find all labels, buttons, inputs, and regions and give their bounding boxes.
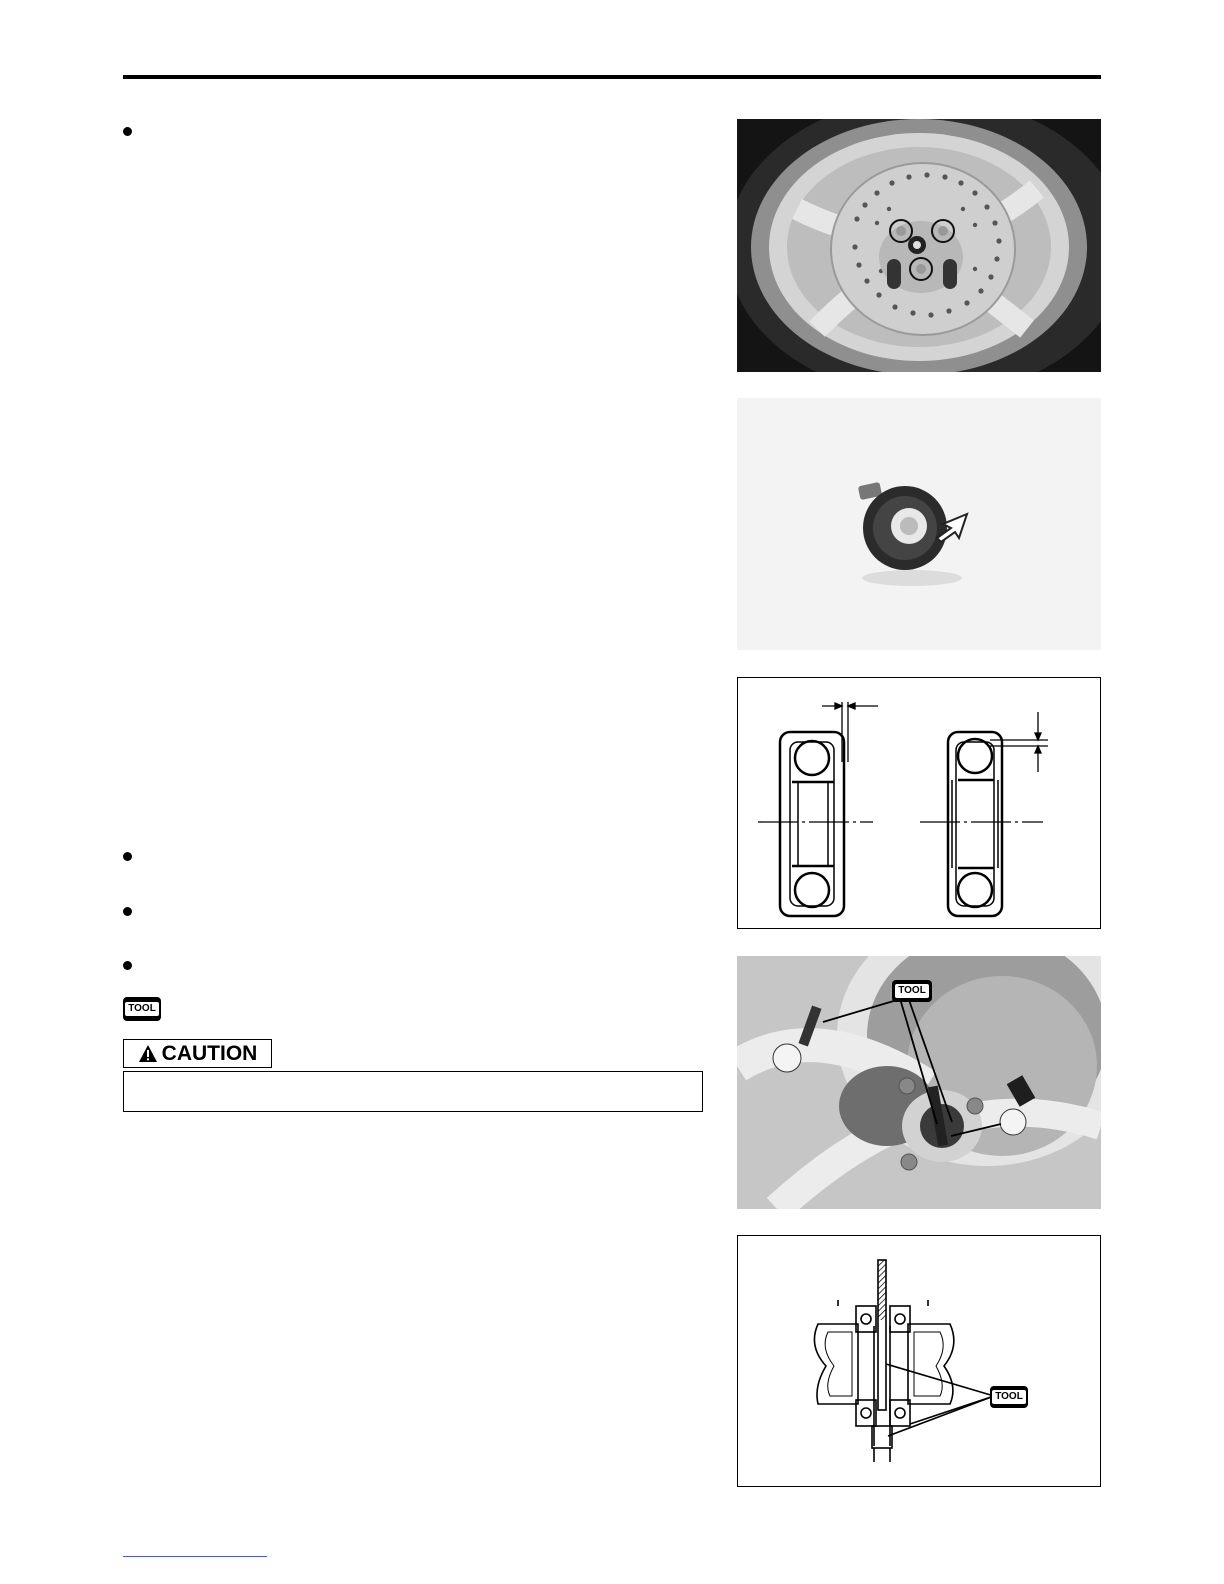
- bullet-1: [123, 127, 132, 136]
- bullet-2: [123, 852, 132, 861]
- tool-icon: [892, 980, 932, 1002]
- caution-box: [123, 1071, 703, 1112]
- bullet-4: [123, 961, 132, 970]
- caution-text: CAUTION: [161, 1041, 258, 1065]
- footer-link-underline[interactable]: [123, 1556, 267, 1557]
- header-rule: [123, 75, 1101, 79]
- bearing-play-diagram: [737, 677, 1101, 929]
- tool-icon: [990, 1386, 1028, 1408]
- tool-icon-label: TOOL: [125, 1002, 159, 1016]
- bullet-3: [123, 907, 132, 916]
- bearing-remover-diagram: [737, 1235, 1101, 1487]
- wheel-brake-disc-photo: [737, 119, 1101, 372]
- tool-icon-label: TOOL: [895, 984, 929, 998]
- tool-icon: [123, 997, 161, 1021]
- bearing-remover-photo: [737, 956, 1101, 1209]
- tool-icon-label: TOOL: [992, 1390, 1026, 1404]
- caution-label: [123, 1039, 272, 1068]
- speedometer-gear-photo: [737, 398, 1101, 650]
- warning-triangle-icon: [138, 1044, 158, 1063]
